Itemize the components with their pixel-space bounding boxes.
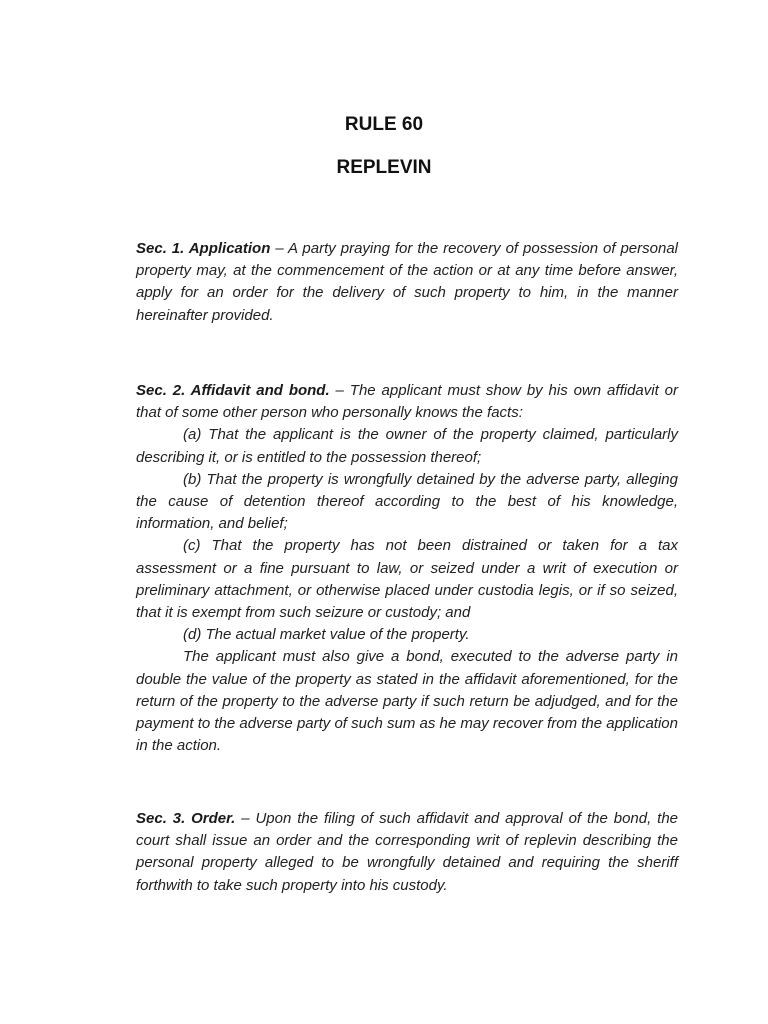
section-3	[136, 808, 678, 897]
section-2-item-d: (d) The actual market value of the property.	[183, 626, 470, 644]
section-3-text: – Upon the filing of such affidavit and approval of the bond, the court shall issue an order and the corresponding writ of replevin describing the personal property alleged to be wrongfully detained and requiring the sheriff forthwith to take such property into his custody.	[136, 810, 679, 894]
section-2-paragraph	[136, 380, 678, 424]
section-1-text: – A party praying for the recovery of possession of personal property may, at the commencement of the action or at any time before answer, apply for an order for the delivery of such property to him, in the manner hereinafter provided.	[136, 240, 678, 324]
section-2-text: – The applicant must show by his own affidavit or that of some other person who personally knows the facts:	[136, 382, 678, 422]
rule-title: RULE 60	[344, 114, 424, 135]
section-3-paragraph	[136, 808, 678, 897]
section-1-heading: Sec. 1. Application	[136, 240, 271, 257]
section-1-paragraph	[136, 238, 678, 327]
section-2-item-b: (b) That the property is wrongfully detained by the adverse party, alleging the cause of detention thereof according to the best of his knowledge, information, and belief;	[136, 470, 678, 533]
section-2-item-a: (a) That the applicant is the owner of the property claimed, particularly describing it, or is entitled to the possession thereof;	[136, 426, 678, 466]
subject-title: REPLEVIN	[336, 157, 432, 178]
section-2-heading: Sec. 2. Affidavit and bond.	[136, 382, 330, 399]
section-1	[136, 238, 678, 327]
section-2-closing: The applicant must also give a bond, executed to the adverse party in double the value of the property as stated in the affidavit aforementioned, for the return of the property to the adverse party if such return be adjudged, and for the payment to the adverse party of such sum as he may recover from the application in the action.	[136, 648, 678, 755]
section-3-heading: Sec. 3. Order.	[136, 810, 236, 827]
section-2-item-c: (c) That the property has not been distrained or taken for a tax assessment or a fine pursuant to law, or seized under a writ of execution or preliminary attachment, or otherwise placed under custodia legis, or if so seized, that it is exempt from such seizure or custody; and	[136, 537, 678, 622]
section-2	[136, 380, 678, 757]
